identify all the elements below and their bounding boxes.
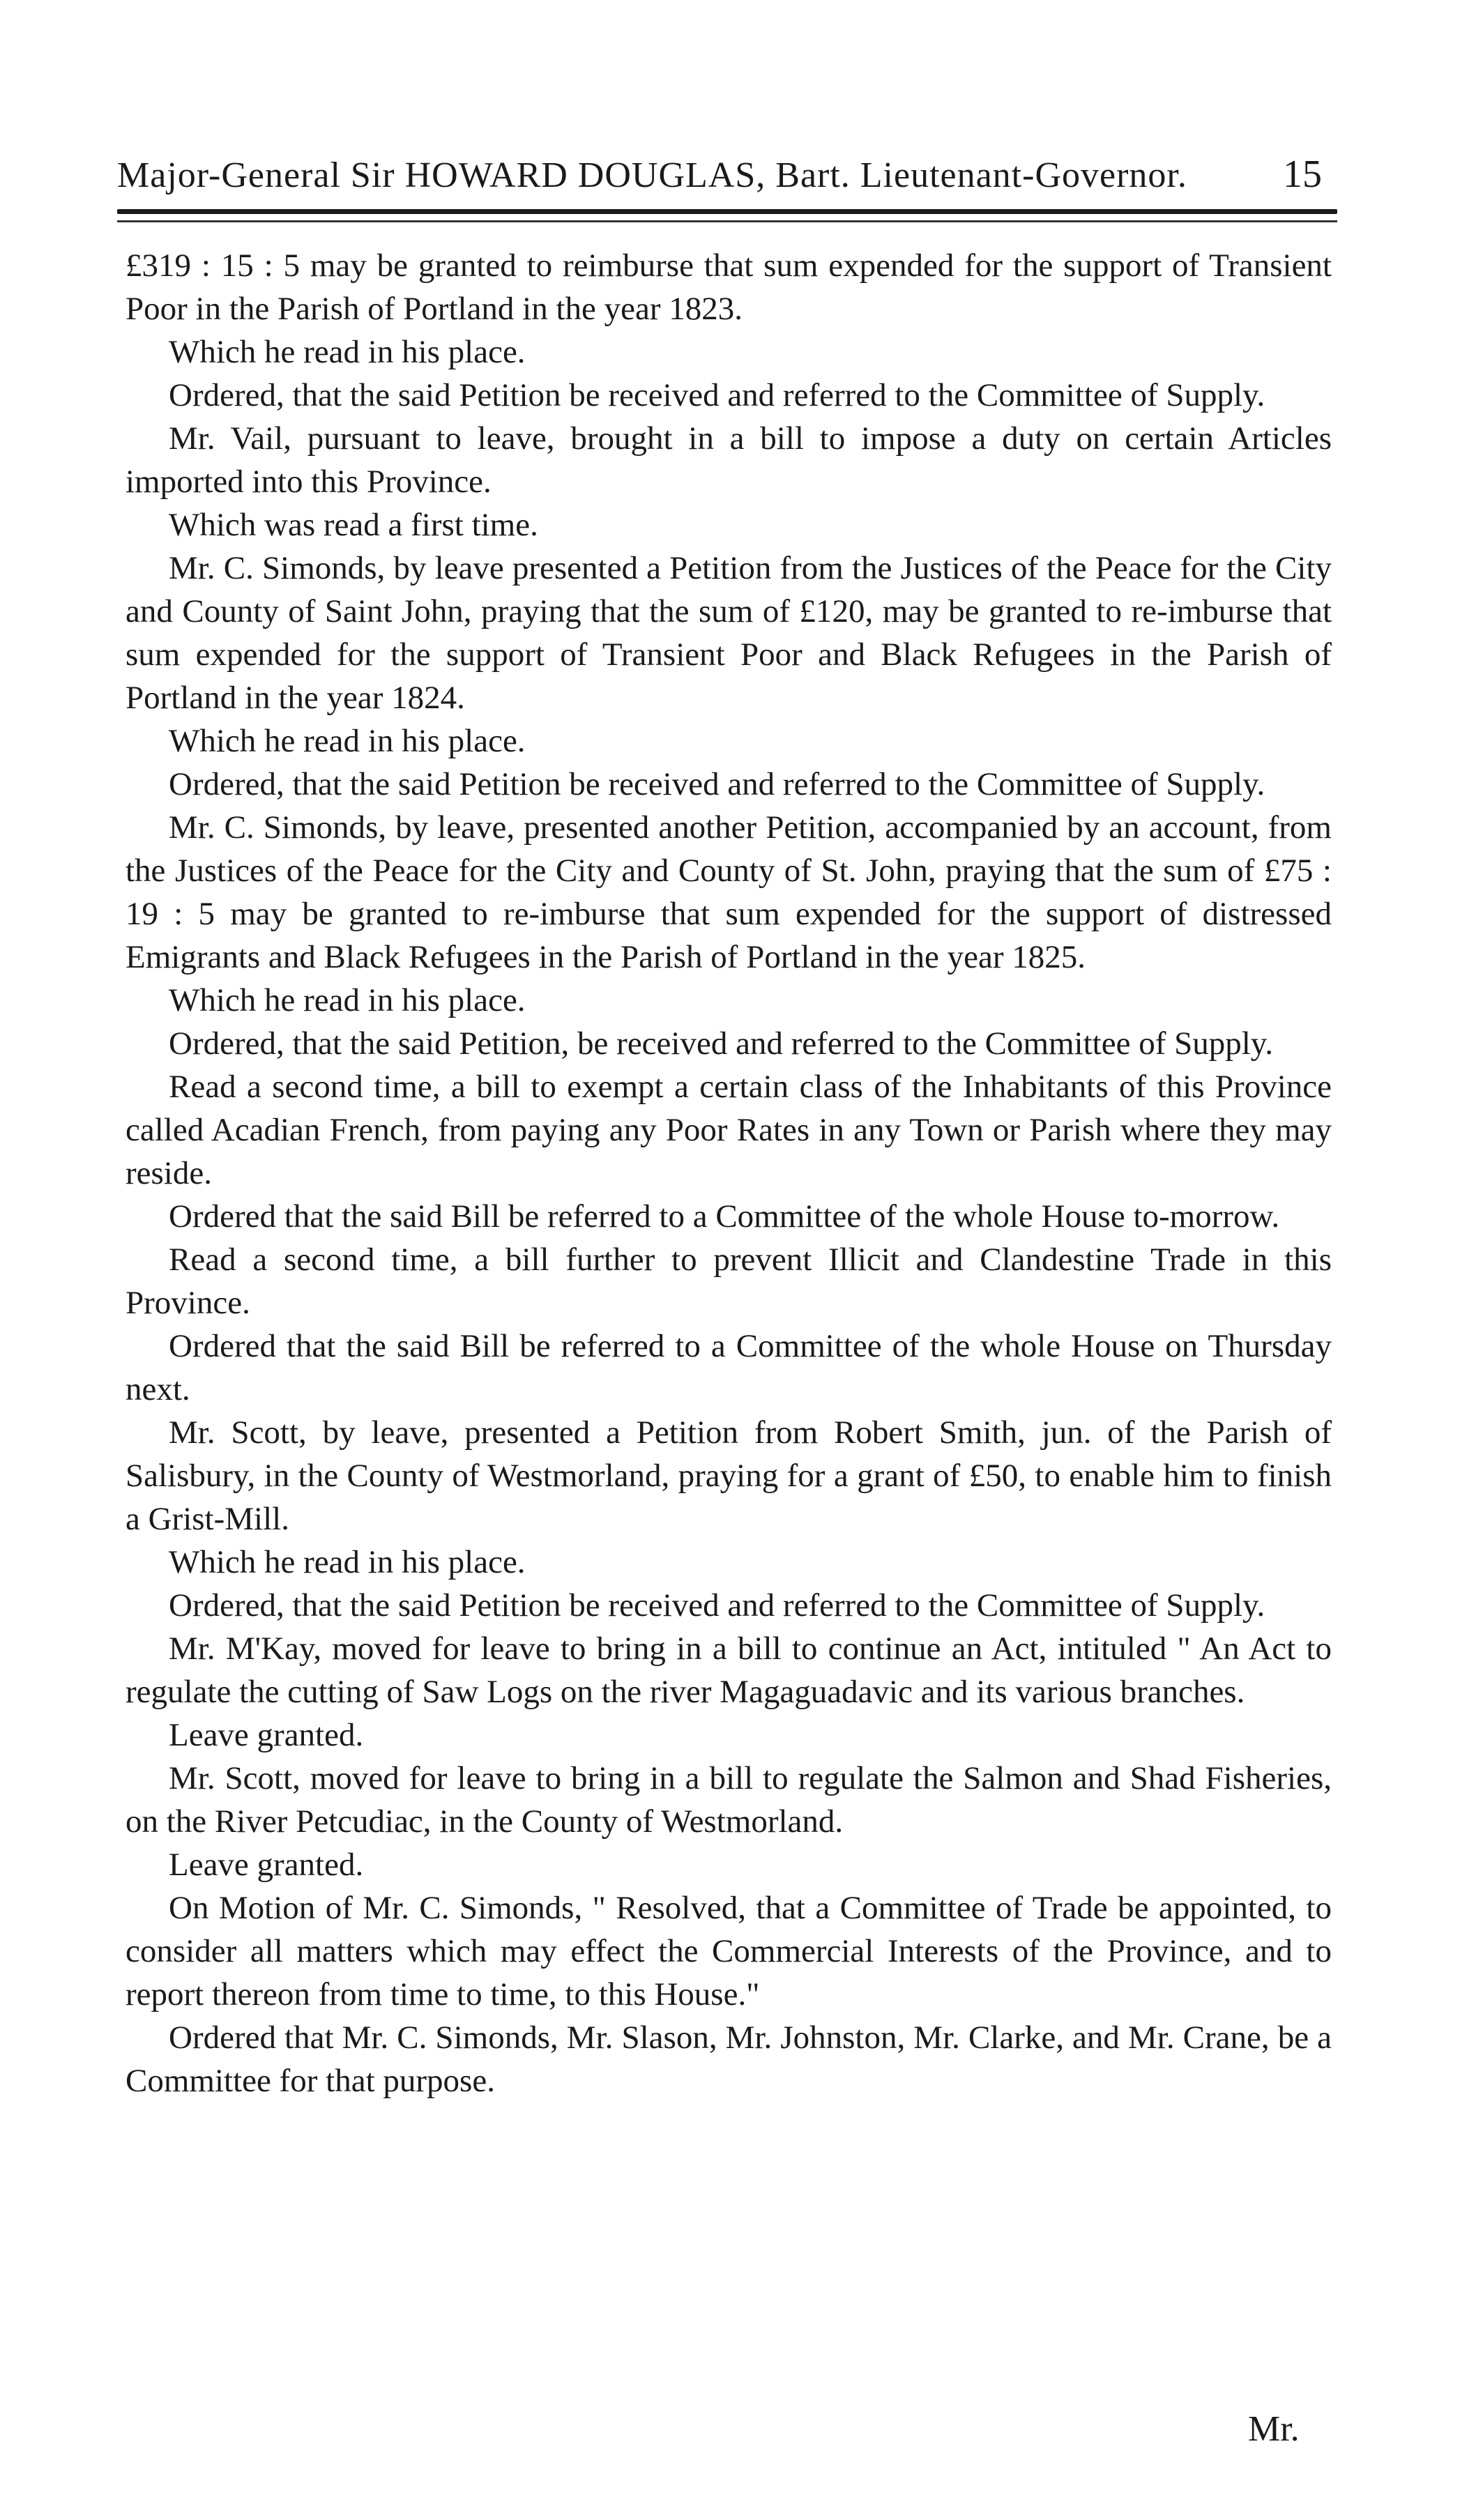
paragraph: Ordered, that the said Petition be received and referred to the Committee of Supply. <box>169 766 1265 802</box>
paragraph: Mr. Scott, moved for leave to bring in a bill to regulate the Salmon and Shad Fisheries, on the River Petcudiac, in the County of Westmorland. <box>125 1760 1332 1840</box>
paragraph: Mr. Scott, by leave, presented a Petition from Robert Smith, jun. of the Parish of Salisbury, in the County of Westmorland, praying for a grant of £50, to enable him to finish a Grist-Mill. <box>125 1414 1332 1537</box>
paragraph: Which he read in his place. <box>169 334 526 370</box>
paragraph: Leave granted. <box>169 1717 364 1753</box>
paragraph: Ordered that Mr. C. Simonds, Mr. Slason, Mr. Johnston, Mr. Clarke, and Mr. Crane, be a Committee for that purpose. <box>125 2019 1332 2099</box>
paragraph: Mr. M'Kay, moved for leave to bring in a bill to continue an Act, intituled " An Act to regulate the cutting of Saw Logs on the river Magaguadavic and its various branches. <box>125 1631 1332 1710</box>
paragraph: Mr. C. Simonds, by leave presented a Petition from the Justices of the Peace for the City and County of Saint John, praying that the sum of £120, may be granted to re-imburse that sum expended for the support of Transient Poor and Black Refugees in the Parish of Portland in the year 1824. <box>125 550 1332 716</box>
paragraph: Mr. Vail, pursuant to leave, brought in a bill to impose a duty on certain Articles imported into this Province. <box>125 420 1332 500</box>
paragraph: Leave granted. <box>169 1847 364 1883</box>
paragraph: Which he read in his place. <box>169 982 526 1018</box>
paragraph: Which he read in his place. <box>169 1544 526 1580</box>
page-number: 15 <box>1283 153 1322 196</box>
paragraph: Ordered that the said Bill be referred to a Committee of the whole House to-morrow. <box>169 1198 1280 1235</box>
body-text <box>125 244 1332 2102</box>
paragraph: Ordered, that the said Petition be received and referred to the Committee of Supply. <box>169 1587 1265 1624</box>
paragraph: On Motion of Mr. C. Simonds, " Resolved, that a Committee of Trade be appointed, to consider all matters which may effect the Commercial Interests of the Province, and to report thereon from time to time, to this House." <box>125 1890 1332 2013</box>
paragraph: Read a second time, a bill further to prevent Illicit and Clandestine Trade in this Province. <box>125 1242 1332 1321</box>
header-rule <box>117 209 1337 214</box>
paragraph: Which was read a first time. <box>169 507 538 543</box>
paragraph: Ordered, that the said Petition, be received and referred to the Committee of Supply. <box>169 1025 1274 1062</box>
paragraph: Ordered that the said Bill be referred to a Committee of the whole House on Thursday next. <box>125 1328 1332 1407</box>
running-header <box>117 152 1322 201</box>
header-title: Major-General Sir HOWARD DOUGLAS, Bart. Lieutenant-Governor. <box>117 155 1187 195</box>
paragraph: Ordered, that the said Petition be received and referred to the Committee of Supply. <box>169 377 1265 413</box>
paragraph: Mr. C. Simonds, by leave, presented another Petition, accompanied by an account, from the Justices of the Peace for the City and County of St. John, praying that the sum of £75 : 19 : 5 may be granted to re-imburse that sum expended for the support of distressed Emigrants and Black Refugees in the Parish of Portland in the year 1825. <box>125 809 1332 975</box>
paragraph: Read a second time, a bill to exempt a certain class of the Inhabitants of this Province called Acadian French, from paying any Poor Rates in any Town or Parish where they may reside. <box>125 1069 1332 1191</box>
paragraph: £319 : 15 : 5 may be granted to reimburse that sum expended for the support of Transient Poor in the Parish of Portland in the year 1823. <box>125 247 1332 327</box>
header-rule-thin <box>117 220 1337 222</box>
paragraph: Which he read in his place. <box>169 723 526 759</box>
catchword: Mr. <box>1248 2409 1300 2449</box>
